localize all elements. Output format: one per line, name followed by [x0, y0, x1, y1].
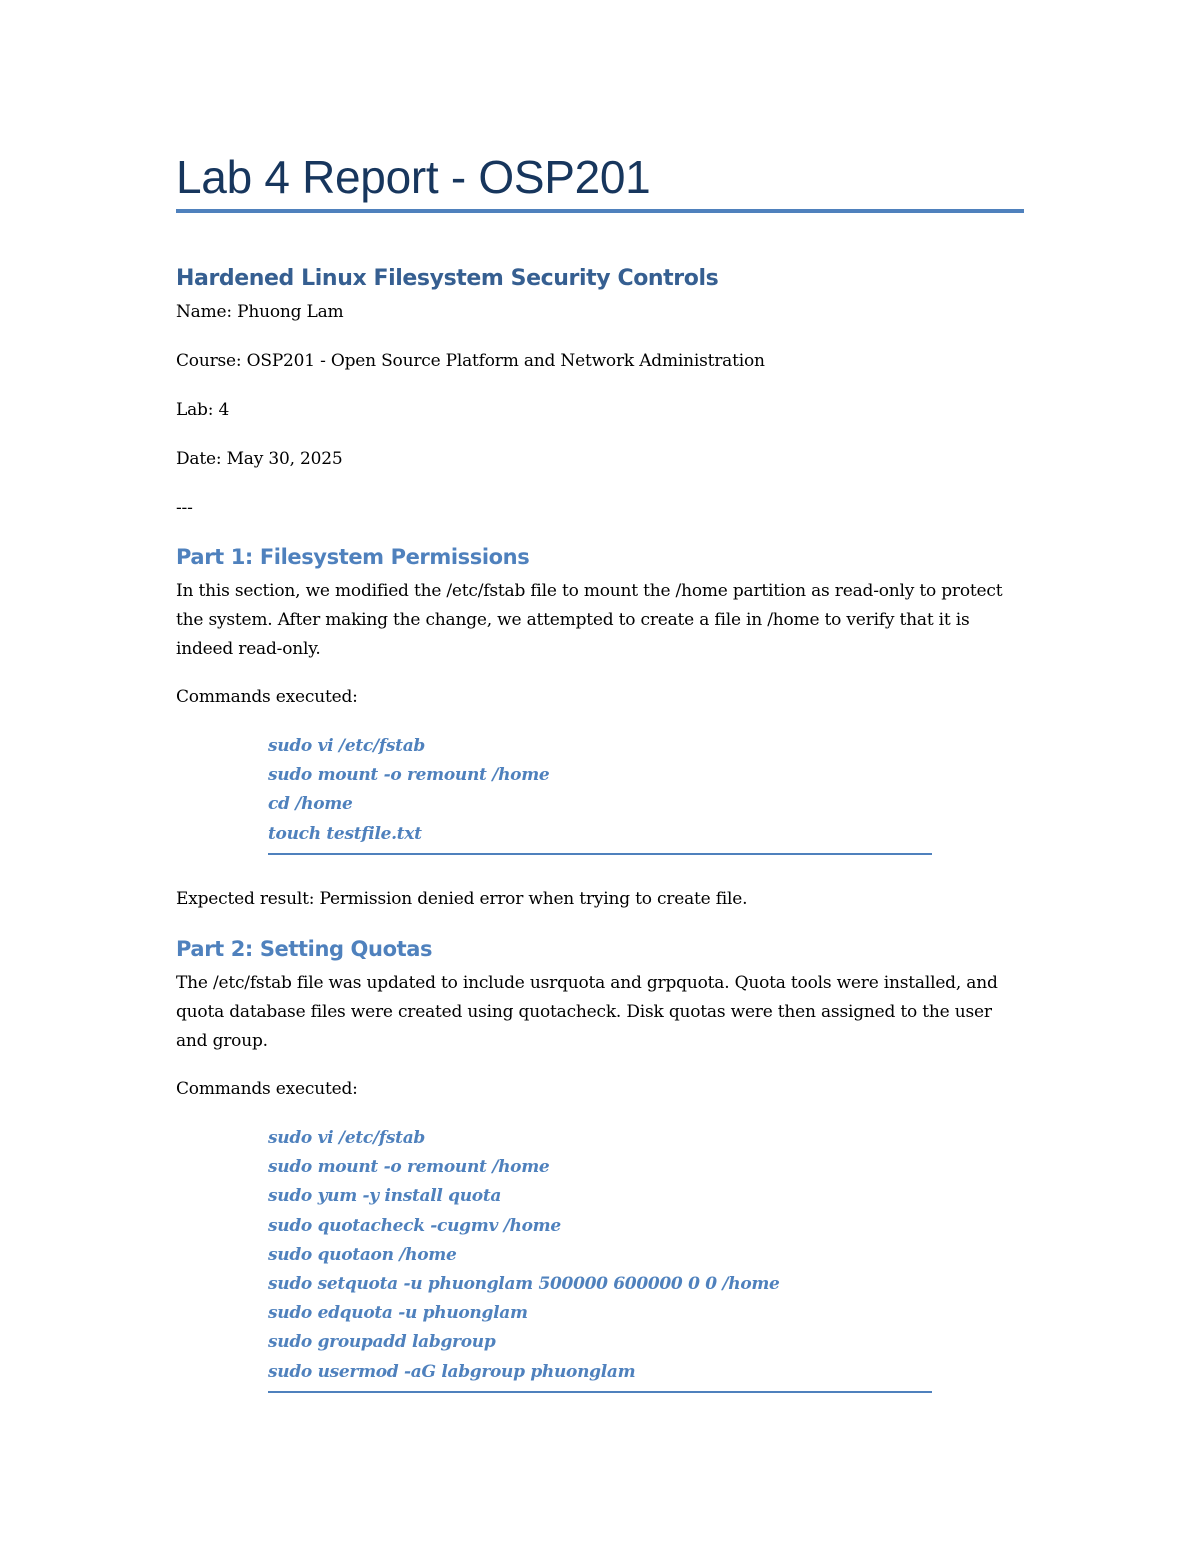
meta-course: Course: OSP201 - Open Source Platform and Network Administration: [176, 351, 765, 371]
part2-commands-label: Commands executed:: [176, 1079, 358, 1099]
command-line: sudo usermod -aG labgroup phuonglam: [268, 1361, 636, 1382]
part1-expected-result: Expected result: Permission denied error when trying to create file.: [176, 889, 748, 909]
part2-command-block: [268, 1124, 932, 1393]
command-line: sudo quotacheck -cugmv /home: [268, 1215, 561, 1236]
command-line: sudo quotaon /home: [268, 1244, 457, 1265]
command-line: sudo vi /etc/fstab: [268, 1128, 426, 1148]
part1-commands-label: Commands executed:: [176, 687, 358, 707]
command-line: sudo setquota -u phuonglam 500000 600000 0 0 /home: [268, 1274, 780, 1295]
command-line: sudo yum -y install quota: [268, 1186, 502, 1207]
part2-heading: Part 2: Setting Quotas: [176, 937, 433, 961]
part1-command-block: [268, 732, 932, 855]
meta-name: Name: Phuong Lam: [176, 302, 344, 322]
document-subtitle: Hardened Linux Filesystem Security Controls: [176, 266, 719, 291]
meta-lab: Lab: 4: [176, 400, 230, 420]
command-line: sudo groupadd labgroup: [268, 1332, 496, 1353]
part1-heading: Part 1: Filesystem Permissions: [176, 545, 530, 569]
meta-separator: ---: [176, 498, 193, 518]
part2-body: The /etc/fstab file was updated to include usrquota and grpquota. Quota tools were installed, and quota database files were created using quotacheck. Disk quotas were then assigned to the user and group.: [176, 973, 998, 1051]
command-line: sudo edquota -u phuonglam: [268, 1303, 528, 1324]
command-line: sudo mount -o remount /home: [268, 1157, 550, 1178]
command-line: touch testfile.txt: [268, 823, 422, 844]
part1-body: In this section, we modified the /etc/fstab file to mount the /home partition as read-only to protect the system. After making the change, we attempted to create a file in /home to verify that it is indeed read-only.: [176, 581, 1003, 659]
document-title: Lab 4 Report - OSP201: [176, 151, 651, 203]
command-line: sudo vi /etc/fstab: [268, 736, 426, 756]
meta-date: Date: May 30, 2025: [176, 449, 343, 469]
command-line: sudo mount -o remount /home: [268, 765, 550, 786]
title-underline: [176, 209, 1024, 213]
command-line: cd /home: [268, 794, 353, 815]
